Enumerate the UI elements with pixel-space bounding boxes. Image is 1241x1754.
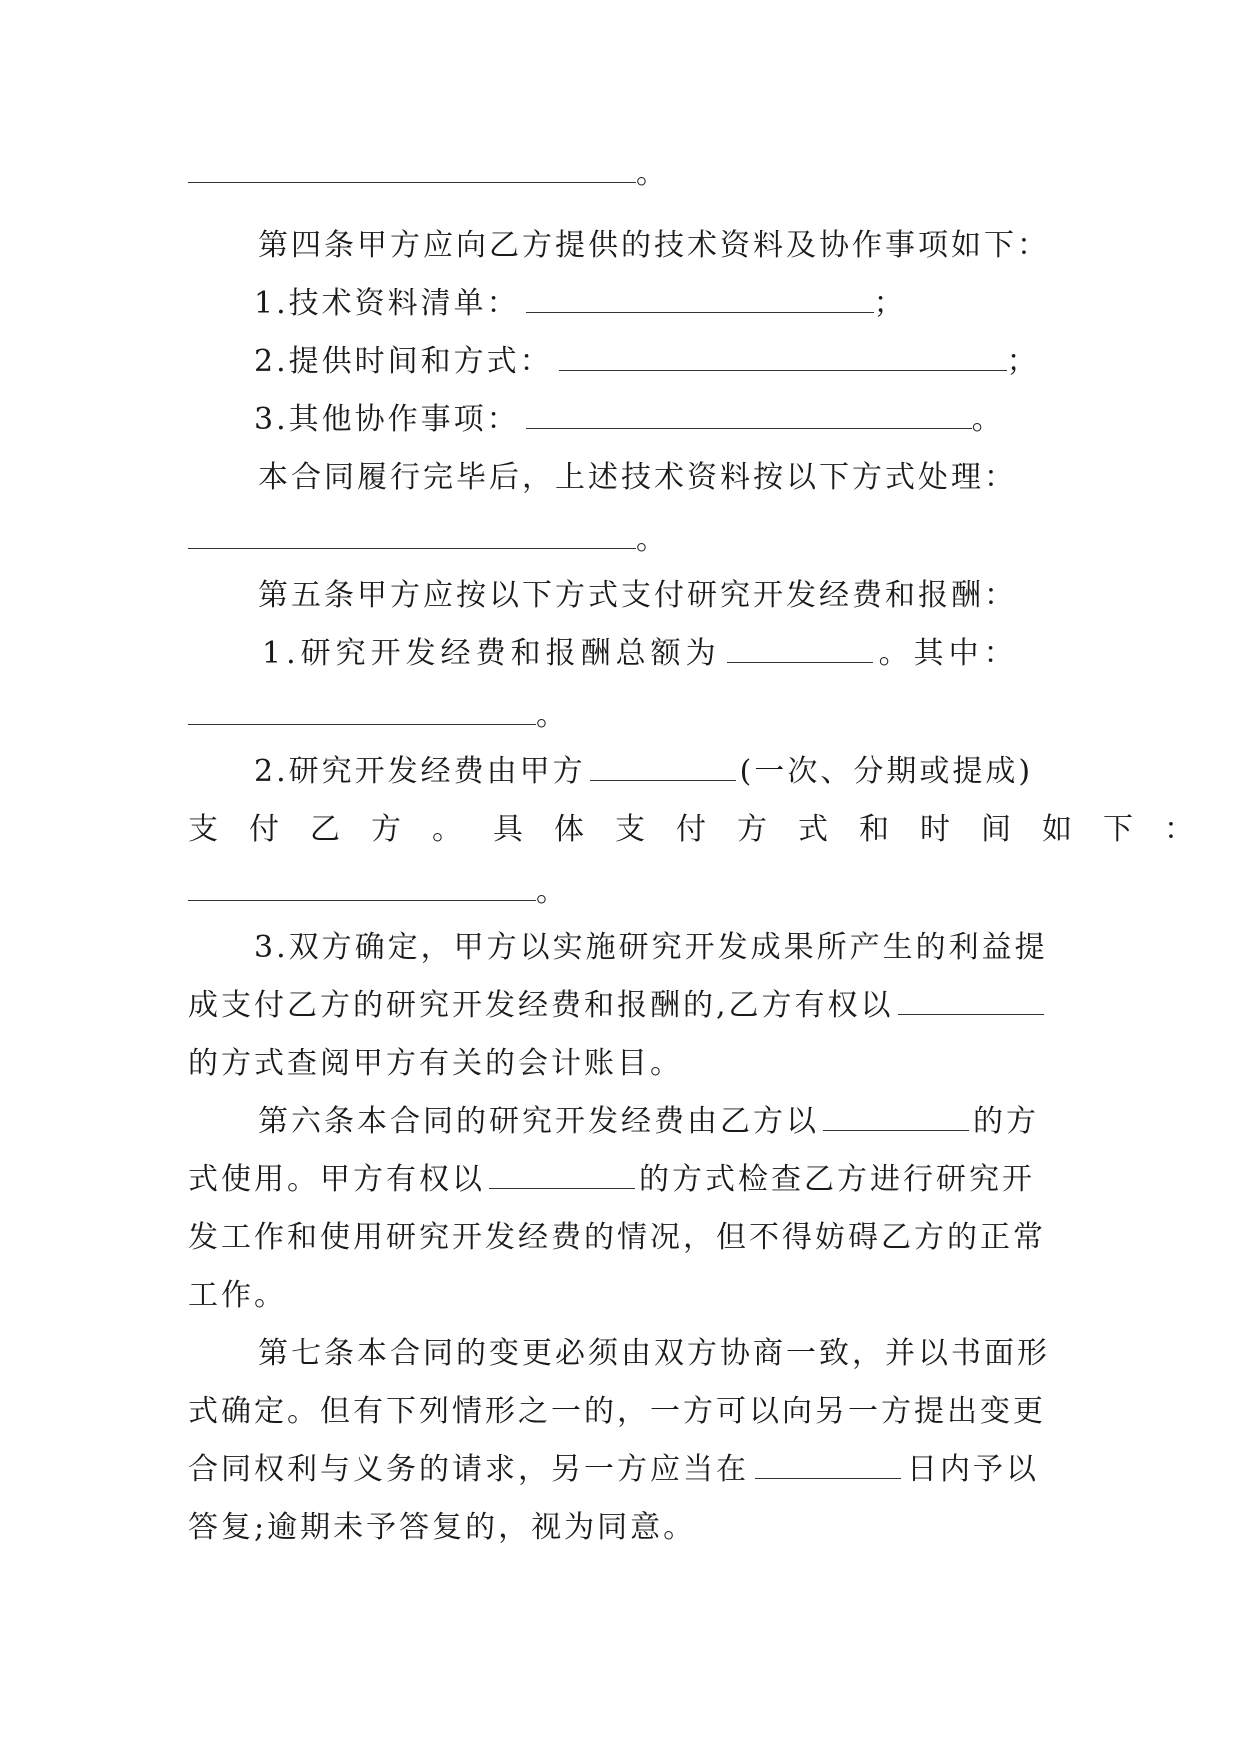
clause-6-heading [258,1102,1039,1142]
fill-blank [727,636,873,663]
fill-blank [489,1162,635,1189]
text-line [188,1450,1039,1490]
text-line [188,1508,696,1548]
fill-blank [188,156,636,183]
text-line [188,986,1044,1026]
text-line [188,1392,1046,1432]
line-text: 第七条本合同的变更必须由双方协商一致，并以书面形 [258,1336,1050,1371]
line-text: 。 [536,874,569,909]
line-text: 1.研究开发经费和报酬总额为 [262,636,721,671]
clause-4-heading [258,226,1050,266]
line-text: 的方 [973,1104,1039,1139]
line-text: 工作。 [188,1278,287,1313]
line-text: 。其中： [878,636,1019,671]
line-text: ； [1006,344,1040,379]
line-text: ； [873,286,907,321]
line-text: 发工作和使用研究开发经费的情况，但不得妨碍乙方的正常 [188,1220,1046,1255]
line-text: 第六条本合同的研究开发经费由乙方以 [258,1104,819,1139]
list-item [254,342,1040,382]
line-text: 成支付乙方的研究开发经费和报酬的,乙方有权以 [188,988,894,1023]
text-line [188,1276,287,1316]
line-text: 。 [971,402,1005,437]
fill-blank [188,698,536,725]
line-text: 2.提供时间和方式： [254,344,553,379]
list-item [254,752,1033,792]
line-text: 式确定。但有下列情形之一的，一方可以向另一方提出变更 [188,1394,1046,1429]
fill-blank [526,402,972,429]
line-text: 的方式检查乙方进行研究开 [639,1162,1035,1197]
line-text: 日内予以 [907,1452,1039,1487]
text-line [188,154,669,194]
line-text: (一次、分期或提成) [739,754,1034,789]
line-text: 3.双方确定，甲方以实施研究开发成果所产生的利益提 [254,930,1048,965]
line-text: 。 [536,698,569,733]
line-text: 合同权利与义务的请求，另一方应当在 [188,1452,749,1487]
text-line [188,696,569,736]
line-text: 答复;逾期未予答复的，视为同意。 [188,1510,697,1545]
text-line [188,1218,1046,1258]
line-text: 。 [636,522,669,557]
list-item [254,928,1048,968]
fill-blank [898,988,1044,1015]
list-item [254,400,1005,440]
fill-blank [755,1452,901,1479]
line-text: 第四条甲方应向乙方提供的技术资料及协作事项如下： [258,228,1050,263]
fill-blank [526,286,874,313]
text-line [258,458,1017,498]
line-text: 支付乙方。具体支付方式和时间如下： [188,812,1225,847]
line-text: 2.研究开发经费由甲方 [254,754,586,789]
line-text: 本合同履行完毕后，上述技术资料按以下方式处理： [258,460,1017,495]
text-line [188,520,669,560]
list-item [254,284,907,324]
line-text: 第五条甲方应按以下方式支付研究开发经费和报酬： [258,578,1017,613]
list-item [262,634,1019,674]
fill-blank [188,522,636,549]
text-line [188,1160,1035,1200]
line-text: 1.技术资料清单： [254,286,520,321]
fill-blank [559,344,1007,371]
fill-blank [590,754,736,781]
fill-blank [823,1104,969,1131]
text-line [188,872,569,912]
clause-7-heading [258,1334,1050,1374]
fill-blank [188,874,536,901]
line-text: 式使用。甲方有权以 [188,1162,485,1197]
clause-5-heading [258,576,1017,616]
line-text: 3.其他协作事项： [254,402,520,437]
text-line [188,810,1225,850]
text-line [188,1044,683,1084]
line-text: 。 [636,156,669,191]
line-text: 的方式查阅甲方有关的会计账目。 [188,1046,683,1081]
